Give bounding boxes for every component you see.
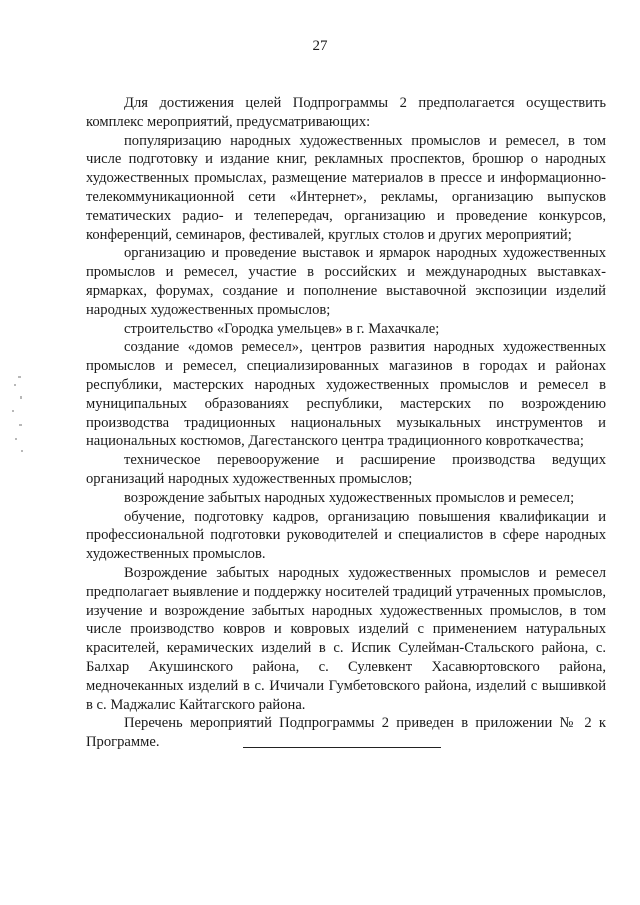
paragraph-revival-details: Возрождение забытых народных художественных промыслов и ремесел предполагает выявление и поддержку носителей традиций утраченных промыслов, изучение и возрождение забытых народных художественных промыслов, в том числе производство ковров и ковровых изделий с применением натуральных красителей, керамических изделий в с. Испик Сулейман-Стальского района, с. Балхар Акушинского района, с. Сулевкент Хасавюртовского района, медночеканных изделий в с. Ичичали Гумбетовского района, изделий с вышивкой в с. Маджалис Кайтагского района. — [86, 564, 606, 713]
list-item-training: обучение, подготовку кадров, организацию повышения квалификации и профессиональной подготовки руководителей и специалистов в сфере народных художественных промыслов. — [86, 508, 606, 563]
list-item-revival: возрождение забытых народных художественных промыслов и ремесел; — [124, 489, 575, 506]
document-body — [86, 94, 606, 752]
list-item-exhibitions: организацию и проведение выставок и ярмарок народных художественных промыслов и ремесел, участие в российских и международных выставках-ярмарках, форумах, создание и пополнение выставочной экспозиции изделий народных художественных промыслов; — [86, 245, 606, 318]
list-item-popularization: популяризацию народных художественных промыслов и ремесел, в том числе подготовку и издание книг, рекламных проспектов, брошюр о народных художественных промыслах, размещение материалов в прессе и информационно-телекоммуникационной сети «Интернет», рекламы, организацию выпусков тематических радио- и телепередач, организацию и проведение конкурсов, конференций, семинаров, фестивалей, круглых столов и других мероприятий; — [86, 132, 606, 243]
paragraph-intro: Для достижения целей Подпрограммы 2 предполагается осуществить комплекс мероприятий, предусматривающих: — [86, 95, 606, 130]
margin-scan-marks — [8, 376, 26, 456]
end-divider-line — [243, 747, 441, 748]
list-item-modernization: техническое перевооружение и расширение производства ведущих организаций народных художественных промыслов; — [86, 452, 606, 487]
paragraph-appendix-reference: Перечень мероприятий Подпрограммы 2 приведен в приложении № 2 к Программе. — [86, 715, 606, 751]
list-item-masters-town: строительство «Городка умельцев» в г. Махачкале; — [124, 320, 440, 337]
page-number: 27 — [312, 38, 328, 54]
list-item-craft-houses: создание «домов ремесел», центров развития народных художественных промыслов и ремесел, специализированных магазинов в городах и районах республики, мастерских народных художественных промыслов и ремесел в муниципальных образованиях республики, мастерских по возрождению производства традиционных национальных музыкальных инструментов и национальных костюмов, Дагестанского центра традиционного ковроткачества; — [86, 339, 606, 450]
